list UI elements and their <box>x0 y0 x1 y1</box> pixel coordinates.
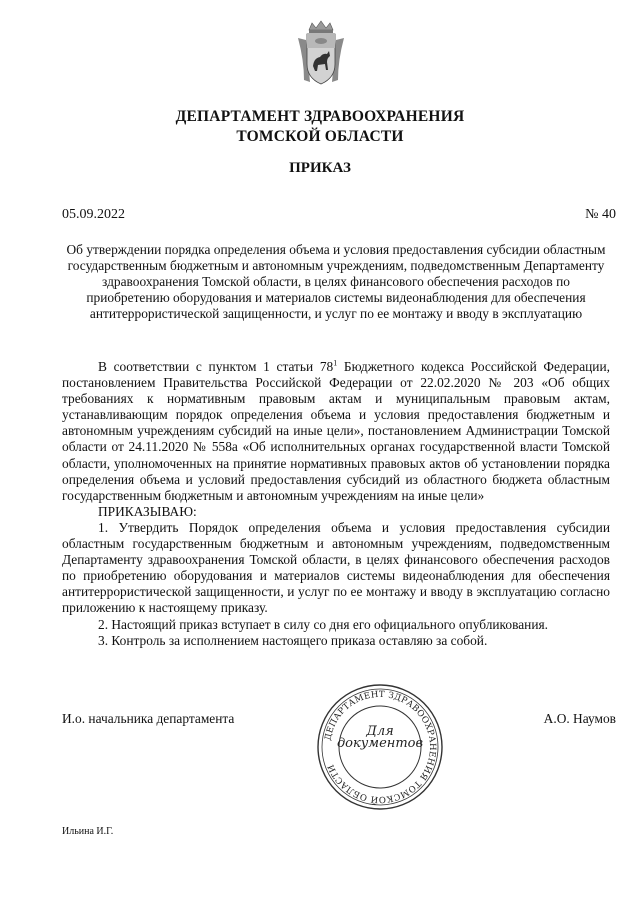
order-subject: Об утверждении порядка определения объема и условия предоставления субсидии областным государственным бюджетным и автономным учреждениям, подведомственным Департаменту здравоохранения Томской области, в целях финансового обеспечения расходов по приобретению оборудования и материалов системы видеонаблюдения для обеспечения антитеррористической защищенности, и услуг по ее монтажу и вводу в эксплуатацию <box>66 242 606 322</box>
order-item-3: 3. Контроль за исполнением настоящего приказа оставляю за собой. <box>98 632 488 648</box>
stamp-center-line-2: документов <box>336 736 424 751</box>
signatory-name: А.О. Наумов <box>543 711 616 726</box>
order-item-2: 2. Настоящий приказ вступает в силу со дня его официального опубликования. <box>98 616 548 632</box>
stamp-center-text <box>315 726 445 750</box>
order-item-1: 1. Утвердить Порядок определения объема и условия предоставления субсидии областным государственным бюджетным и автономным учреждениям, подведомственным Департаменту здравоохранения Томской области, в целях финансового обеспечения расходов по приобретению оборудования и материалов системы видеонаблюдения для обеспечения антитеррористической защищенности, и услуг по ее монтажу и вводу в эксплуатацию согласно приложению к настоящему приказу. <box>62 519 610 616</box>
executor-name: Ильина И.Г. <box>62 826 114 837</box>
signatory-position: И.о. начальника департамента <box>62 711 235 726</box>
order-body <box>62 359 610 649</box>
order-number: № 40 <box>585 207 616 222</box>
preamble-text-2: Бюджетного кодекса Российской Федерации, постановлением Правительства Российской Федерации от 22.02.2020 № 203 «Об общих требованиях к нормативным правовым актам и муниципальным правовым актам, устанавливающим порядок определения объема и условия предоставления бюджетным и автономным учреждениям субсидий на иные цели», постановлением Администрации Томской области от 24.11.2020 № 558а «Об исполнительных органах государственной власти Томской области, уполномоченных на принятие нормативных правовых актов об установлении порядка определения объема и условий предоставления субсидий из областного бюджета областным государственным бюджетным и автономным учреждениям на иные цели» <box>62 359 610 503</box>
stamp-ring-text: ДЕПАРТАМЕНТ ЗДРАВООХРАНЕНИЯ ТОМСКОЙ ОБЛАСТИ <box>323 689 438 805</box>
department-line-2: ТОМСКОЙ ОБЛАСТИ <box>236 128 404 145</box>
stamp-center-line-1: Для <box>366 724 394 739</box>
preamble-superscript: 1 <box>333 358 338 368</box>
order-date: 05.09.2022 <box>62 207 125 222</box>
coat-of-arms-icon <box>294 20 348 86</box>
department-name <box>0 107 640 147</box>
order-word: ПРИКАЗЫВАЮ: <box>98 503 197 519</box>
official-stamp <box>315 682 445 812</box>
doc-type-title: ПРИКАЗ <box>289 160 351 176</box>
department-line-1: ДЕПАРТАМЕНТ ЗДРАВООХРАНЕНИЯ <box>175 108 465 125</box>
preamble-paragraph <box>62 359 610 504</box>
preamble-text-1: В соответствии с пунктом 1 статьи 78 <box>98 359 334 374</box>
